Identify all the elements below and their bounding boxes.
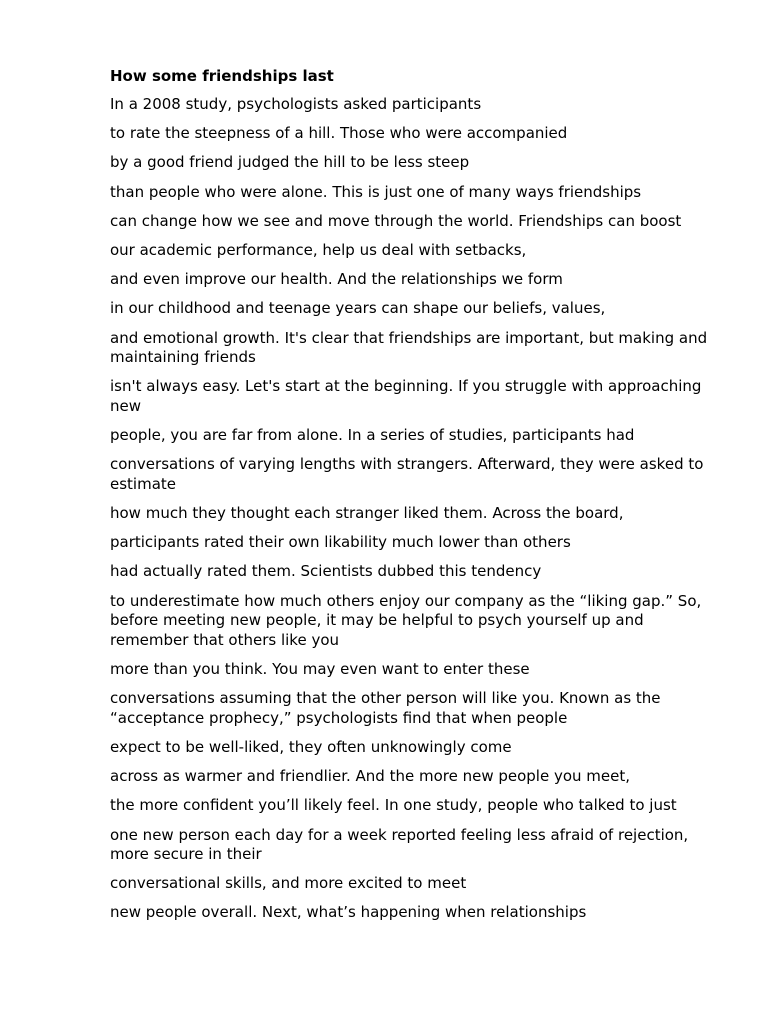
paragraph: than people who were alone. This is just one of many ways friendships [110,182,642,201]
paragraph: can change how we see and move through the world. Friendships can boost [110,211,682,230]
paragraph: how much they thought each stranger liked them. Across the board, [110,504,624,523]
document-title: How some friendships last [110,67,334,85]
paragraph: to underestimate how much others enjoy our company as the “liking gap.” So, before meeting new people, it may be helpful to psych yourself up and remember that others like you [110,591,702,649]
paragraph: and even improve our health. And the relationships we form [110,270,563,289]
paragraph: more than you think. You may even want to enter these [110,659,530,678]
paragraph: conversational skills, and more excited to meet [110,874,467,893]
paragraph: in our childhood and teenage years can shape our beliefs, values, [110,299,606,318]
paragraph: one new person each day for a week reported feeling less afraid of rejection, more secure in their [110,825,689,864]
paragraph: conversations of varying lengths with strangers. Afterward, they were asked to estimate [110,455,704,493]
paragraph: conversations assuming that the other person will like you. Known as the “acceptance prophecy,” psychologists find that when people [110,689,661,727]
paragraph: people, you are far from alone. In a series of studies, participants had [110,426,635,445]
paragraph: had actually rated them. Scientists dubbed this tendency [110,562,542,581]
paragraph: to rate the steepness of a hill. Those who were accompanied [110,124,568,143]
paragraph: across as warmer and friendlier. And the more new people you meet, [110,767,631,786]
paragraph: In a 2008 study, psychologists asked participants [110,95,482,113]
paragraph: by a good friend judged the hill to be less steep [110,153,470,172]
paragraph: isn't always easy. Let's start at the beginning. If you struggle with approaching new [110,377,702,415]
document-page [110,66,720,933]
paragraph: the more confident you’ll likely feel. In one study, people who talked to just [110,796,677,815]
paragraph: participants rated their own likability much lower than others [110,533,571,552]
paragraph: new people overall. Next, what’s happening when relationships [110,903,587,922]
paragraph: and emotional growth. It's clear that friendships are important, but making and maintaining friends [110,328,708,367]
paragraph: expect to be well-liked, they often unknowingly come [110,737,512,756]
paragraph: our academic performance, help us deal with setbacks, [110,240,527,259]
